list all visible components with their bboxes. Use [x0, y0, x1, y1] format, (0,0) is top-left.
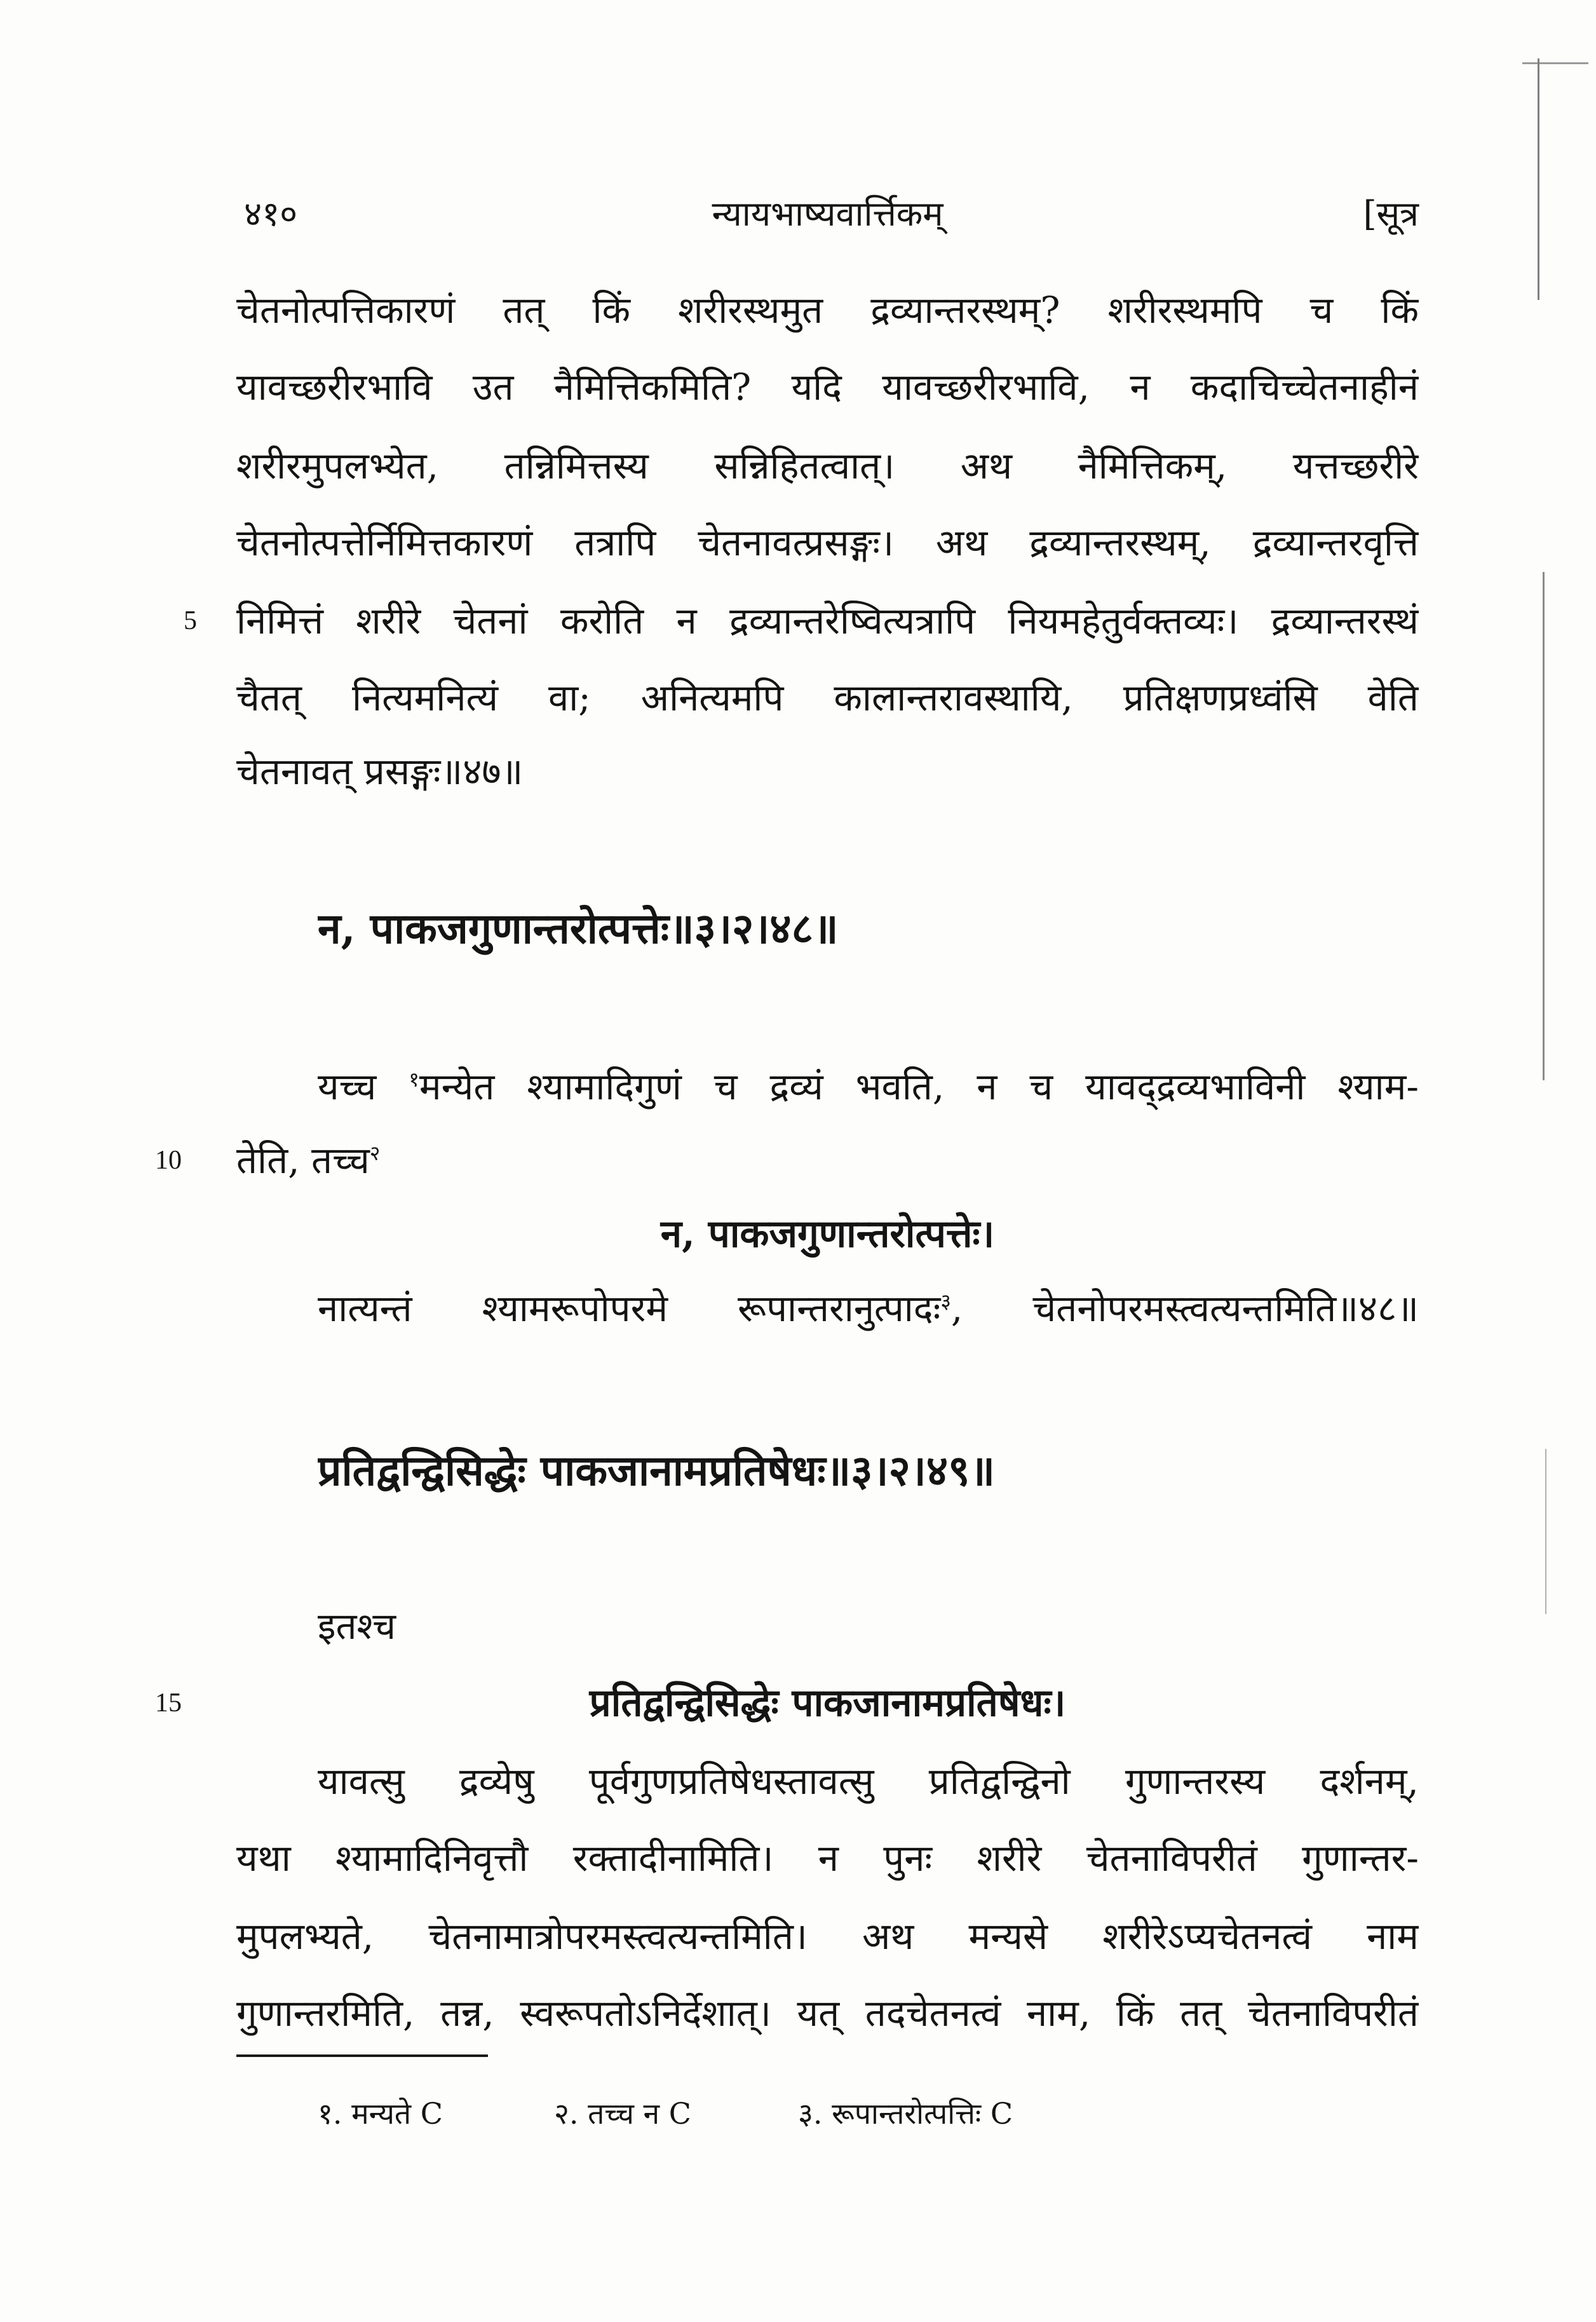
- footnote-mark: १: [409, 1067, 419, 1092]
- intro-line: [236, 1125, 1419, 1195]
- text-segment: मन्येत श्यामादिगुणं च द्रव्यं भवति, न च यावद्द्रव्यभाविनी श्याम-: [419, 1065, 1419, 1108]
- text-segment: तेति, तच्च: [236, 1139, 370, 1182]
- page-number: ४१०: [244, 194, 298, 234]
- scan-edge-mark: [1522, 62, 1588, 64]
- footnote: २. तच्च न C: [554, 2096, 691, 2131]
- intro-line: [318, 1052, 1419, 1122]
- running-title: न्यायभाष्यवार्त्तिकम्: [712, 194, 943, 234]
- footnote: १. मन्यते C: [318, 2096, 443, 2131]
- text-segment: , चेतनोपरमस्त्वत्यन्तमिति॥४८॥: [950, 1287, 1419, 1330]
- commentary-line: [318, 1273, 1419, 1343]
- line-number: 10: [155, 1146, 182, 1175]
- commentary-line: शरीरमुपलभ्येत, तन्निमित्तस्य सन्निहितत्वात्। अथ नैमित्तिकम्, यत्तच्छरीरे: [236, 444, 1419, 487]
- commentary-line: मुपलभ्यते, चेतनामात्रोपरमस्त्वत्यन्तमिति। अथ मन्यसे शरीरेऽप्यचेतनत्वं नाम: [236, 1915, 1419, 1958]
- scan-edge-mark: [1543, 572, 1545, 1080]
- footnote-mark: २: [369, 1141, 381, 1165]
- footnote-rule: [236, 2054, 488, 2057]
- commentary-line: यावत्सु द्रव्येषु पूर्वगुणप्रतिषेधस्तावत्सु प्रतिद्वन्द्विनो गुणान्तरस्य दर्शनम्,: [318, 1760, 1419, 1803]
- commentary-line: गुणान्तरमिति, तन्न, स्वरूपतोऽनिर्देशात्। यत् तदचेतनत्वं नाम, किं तत् चेतनाविपरीतं: [236, 1992, 1419, 2035]
- sutra-repeat: न, पाकजगुणान्तरोत्पत्तेः।: [660, 1212, 995, 1256]
- intro-line: इतश्च: [318, 1605, 396, 1648]
- sutra-heading: प्रतिद्वन्द्विसिद्धेः पाकजानामप्रतिषेधः॥३।२।४९॥: [318, 1446, 995, 1495]
- text-segment: नात्यन्तं श्यामरूपोपरमे रूपान्तरानुत्पादः: [318, 1287, 941, 1330]
- commentary-line: चेतनोत्पत्तिकारणं तत् किं शरीरस्थमुत द्रव्यान्तरस्थम्? शरीरस्थमपि च किं: [236, 289, 1419, 332]
- commentary-line: यथा श्यामादिनिवृत्तौ रक्तादीनामिति। न पुनः शरीरे चेतनाविपरीतं गुणान्तर-: [236, 1837, 1419, 1880]
- scan-edge-mark: [1538, 58, 1539, 300]
- running-section-label: [सूत्र: [1363, 194, 1419, 234]
- commentary-line: यावच्छरीरभावि उत नैमित्तिकमिति? यदि यावच्छरीरभावि, न कदाचिच्चेतनाहीनं: [236, 365, 1419, 409]
- line-number: 5: [184, 606, 197, 635]
- sutra-heading: न, पाकजगुणान्तरोत्पत्तेः॥३।२।४८॥: [318, 904, 839, 953]
- commentary-line: निमित्तं शरीरे चेतनां करोति न द्रव्यान्तरेष्वित्यत्रापि नियमहेतुर्वक्तव्यः। द्रव्यान्तरस्थं: [236, 599, 1419, 642]
- line-number: 15: [155, 1688, 182, 1718]
- commentary-line: चेतनावत् प्रसङ्गः॥४७॥: [236, 750, 524, 793]
- footnote-mark: ३: [940, 1289, 951, 1314]
- footnote: ३. रूपान्तरोत्पत्तिः C: [798, 2096, 1013, 2131]
- sutra-repeat: प्रतिद्वन्द्विसिद्धेः पाकजानामप्रतिषेधः।: [589, 1681, 1066, 1725]
- commentary-line: चैतत् नित्यमनित्यं वा; अनित्यमपि कालान्तरावस्थायि, प्रतिक्षणप्रध्वंसि वेति: [236, 676, 1419, 719]
- scan-edge-mark: [1545, 1449, 1546, 1614]
- commentary-line: चेतनोत्पत्तेर्निमित्तकारणं तत्रापि चेतनावत्प्रसङ्गः। अथ द्रव्यान्तरस्थम्, द्रव्यान्तरवृत्ति: [236, 521, 1419, 564]
- text-segment: यच्च: [318, 1065, 409, 1108]
